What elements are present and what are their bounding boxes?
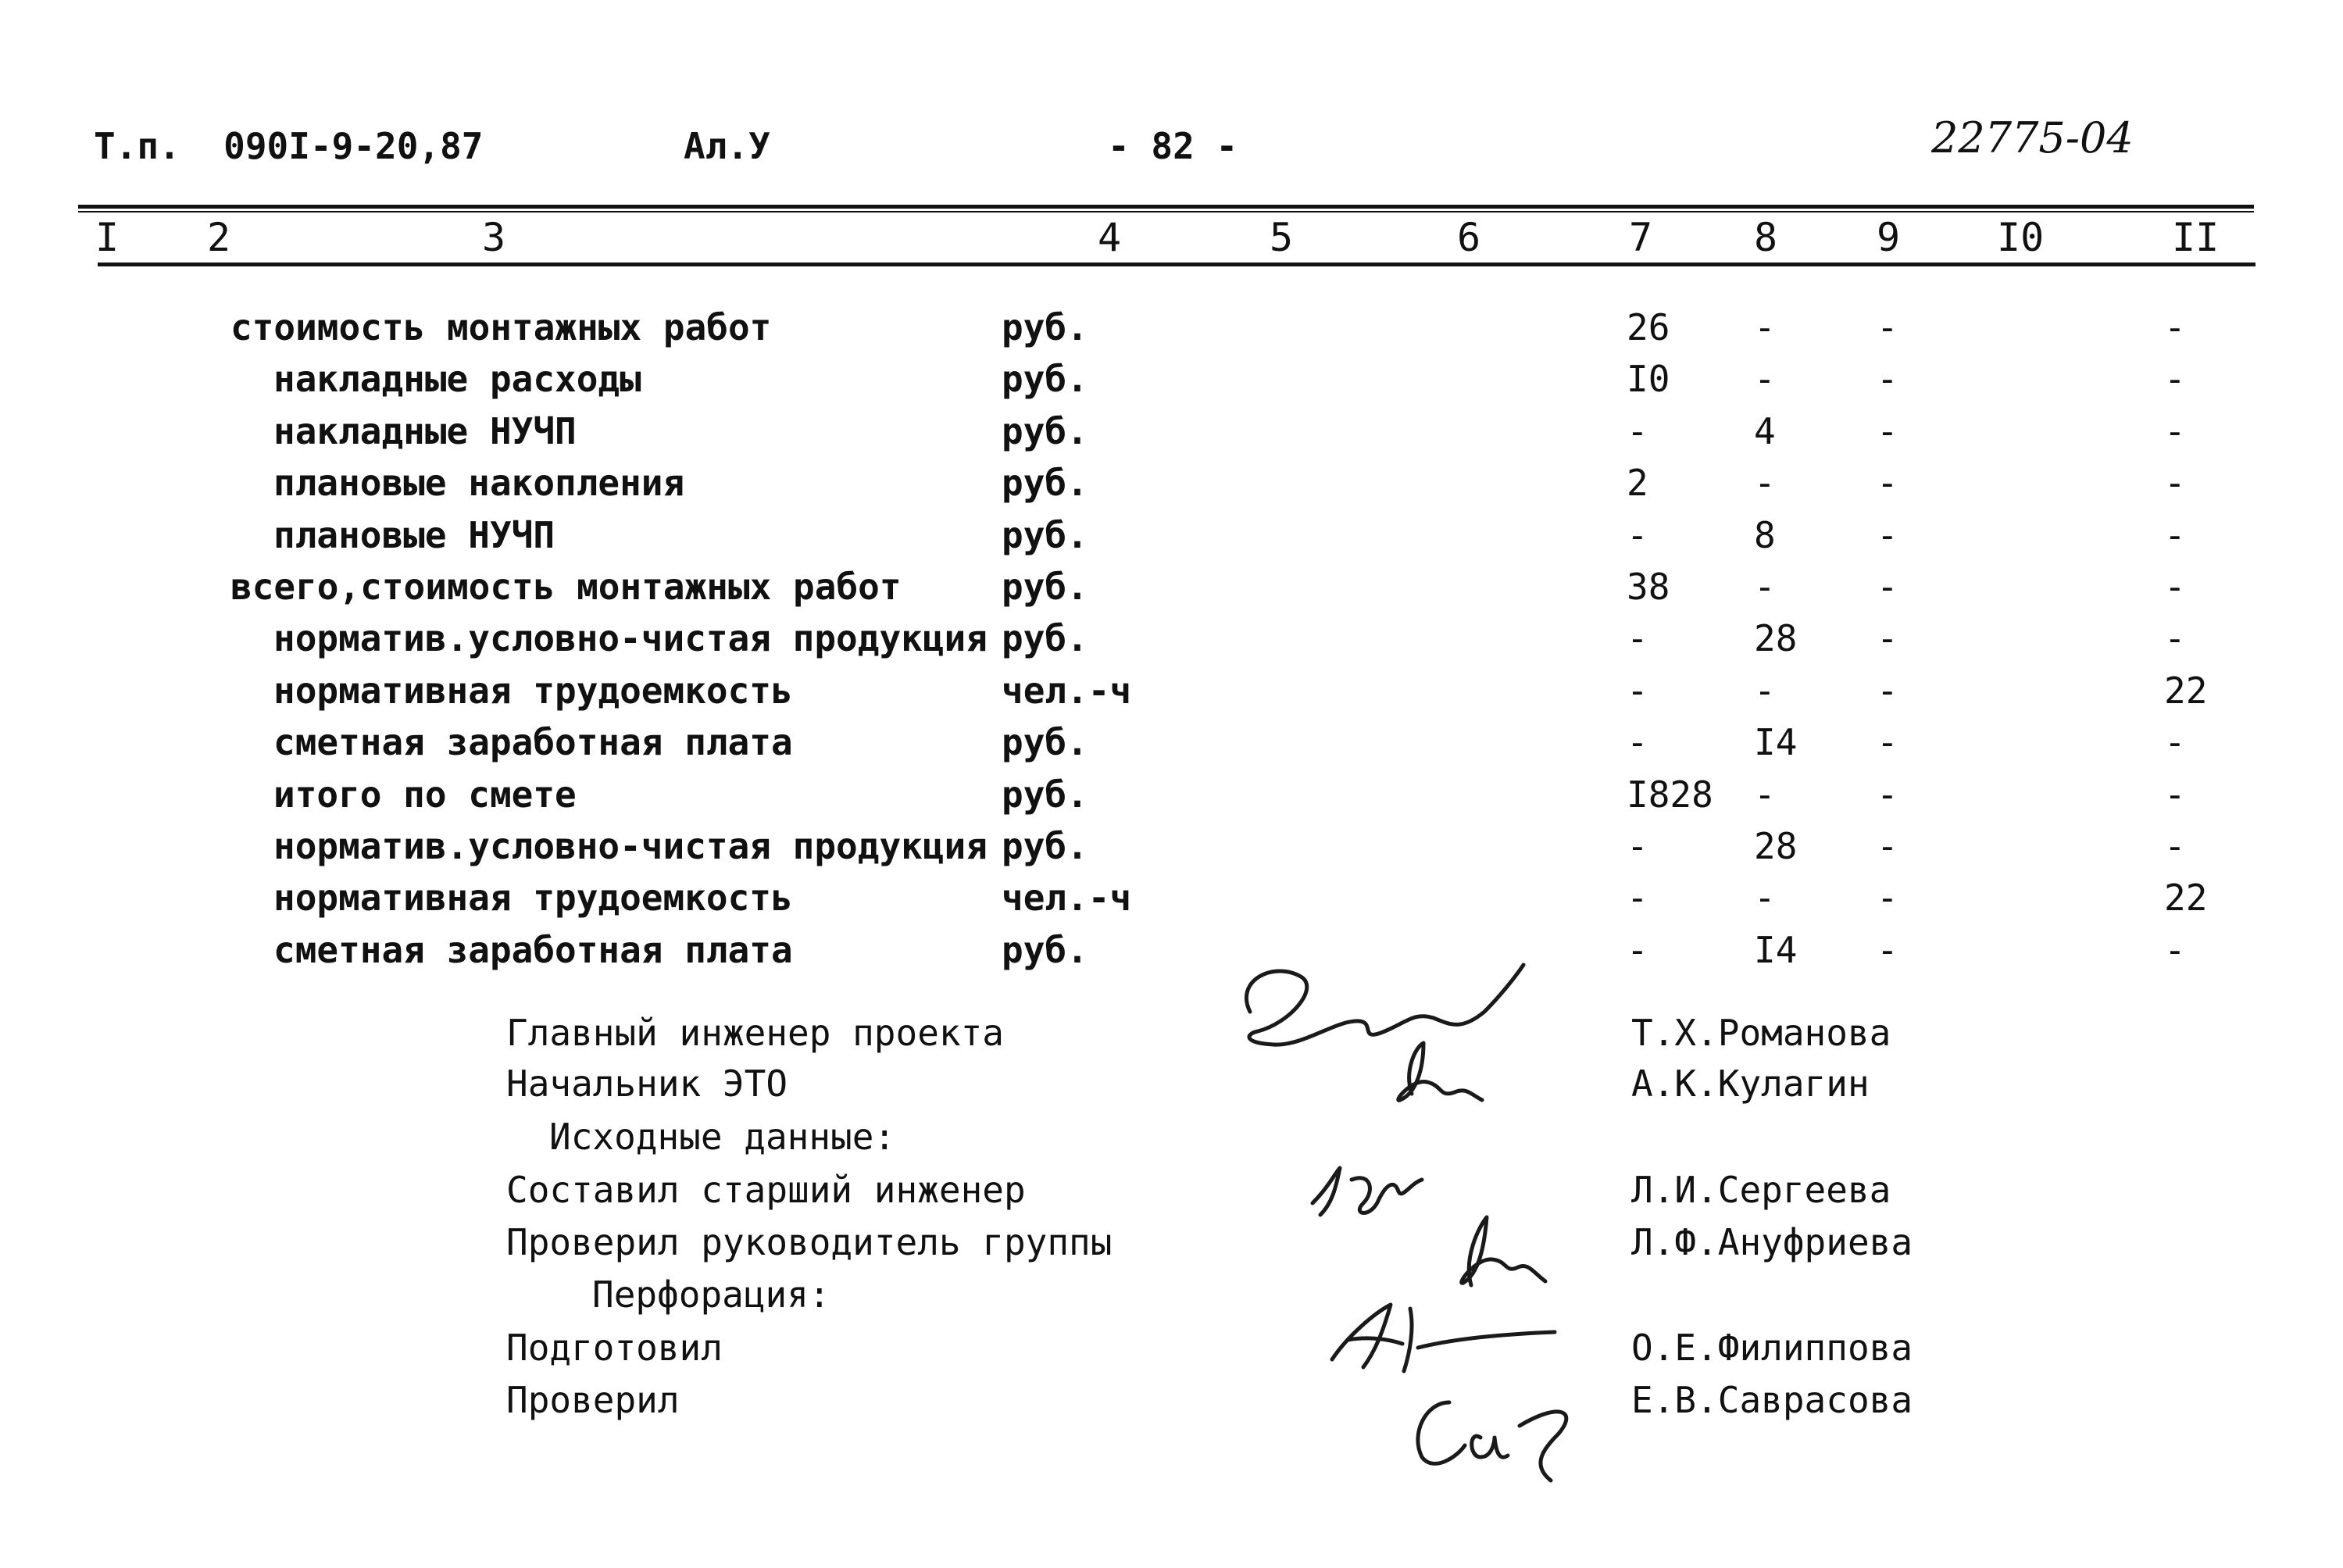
- table-row: [0, 462, 2343, 513]
- col-8-value: -: [1754, 358, 1776, 401]
- col-7-value: 2: [1627, 462, 1648, 505]
- table-row: [0, 566, 2343, 617]
- col-7-value: -: [1627, 513, 1648, 556]
- column-number: 3: [482, 215, 506, 260]
- col-8-value: 28: [1754, 617, 1798, 660]
- col-9-value: -: [1877, 773, 1898, 816]
- row-name: нормативная трудоемкость: [273, 877, 793, 920]
- column-number: 6: [1457, 215, 1481, 260]
- column-number: I0: [1997, 215, 2045, 260]
- row-unit: руб.: [1002, 409, 1088, 452]
- signature-role: Проверил руководитель группы: [506, 1221, 1113, 1263]
- table-row: [0, 929, 2343, 980]
- row-unit: руб.: [1002, 928, 1088, 971]
- col-8-value: -: [1754, 566, 1776, 608]
- signature-role: Главный инженер проекта: [506, 1012, 1004, 1054]
- column-number: 8: [1754, 215, 1778, 260]
- col-11-value: -: [2164, 825, 2186, 867]
- signature-row: [0, 1116, 2343, 1167]
- column-number: I: [95, 215, 120, 260]
- col-9-value: -: [1877, 877, 1898, 920]
- signature-row: [0, 1221, 2343, 1273]
- col-9-value: -: [1877, 409, 1898, 452]
- signatory-name: А.К.Кулагин: [1631, 1063, 1870, 1105]
- signatory-name: Л.Ф.Ануфриева: [1631, 1221, 1913, 1263]
- table-row: [0, 773, 2343, 825]
- row-unit: руб.: [1002, 358, 1088, 401]
- col-9-value: -: [1877, 513, 1898, 556]
- table-row: [0, 877, 2343, 928]
- col-8-value: -: [1754, 877, 1776, 920]
- signature-filippova: [1316, 1297, 1566, 1383]
- column-number: 9: [1877, 215, 1901, 260]
- signature-role: Перфорация:: [592, 1273, 830, 1316]
- signatory-name: Т.Х.Романова: [1631, 1012, 1891, 1054]
- col-11-value: -: [2164, 617, 2186, 660]
- signature-row: [0, 1169, 2343, 1220]
- col-11-value: -: [2164, 773, 2186, 816]
- column-number: II: [2172, 215, 2220, 260]
- row-unit: руб.: [1002, 721, 1088, 764]
- table-row: [0, 617, 2343, 669]
- col-8-value: 4: [1754, 409, 1776, 452]
- signature-kulagin: [1369, 1039, 1486, 1117]
- column-number-underline: [98, 263, 2255, 266]
- row-name: сметная заработная плата: [273, 721, 793, 764]
- table-row: [0, 306, 2343, 358]
- row-name: плановые накопления: [273, 462, 685, 505]
- page-number: - 82 -: [1108, 125, 1238, 167]
- col-8-value: -: [1754, 306, 1776, 348]
- signatory-name: Е.В.Саврасова: [1631, 1379, 1913, 1421]
- document-reference: Т.п. 090I-9-20,87: [94, 125, 484, 167]
- album-label: Ал.У: [684, 125, 770, 167]
- col-7-value: -: [1627, 877, 1648, 920]
- col-8-value: -: [1754, 773, 1776, 816]
- signature-row: [0, 1379, 2343, 1430]
- col-8-value: I4: [1754, 928, 1798, 971]
- signature-role: Исходные данные:: [549, 1116, 896, 1158]
- col-7-value: 38: [1627, 566, 1670, 608]
- col-8-value: -: [1754, 669, 1776, 712]
- col-9-value: -: [1877, 462, 1898, 505]
- col-8-value: 8: [1754, 513, 1776, 556]
- row-name: итого по смете: [273, 773, 577, 816]
- row-unit: руб.: [1002, 825, 1088, 867]
- col-11-value: -: [2164, 358, 2186, 401]
- signature-row: [0, 1063, 2343, 1114]
- col-7-value: I0: [1627, 358, 1670, 401]
- col-11-value: 22: [2164, 669, 2208, 712]
- col-9-value: -: [1877, 928, 1898, 971]
- table-row: [0, 721, 2343, 773]
- col-9-value: -: [1877, 306, 1898, 348]
- signature-role: Начальник ЭТО: [506, 1063, 788, 1105]
- signature-row: [0, 1327, 2343, 1378]
- signature-role: Составил старший инженер: [506, 1169, 1026, 1211]
- col-11-value: -: [2164, 721, 2186, 764]
- col-9-value: -: [1877, 669, 1898, 712]
- col-9-value: -: [1877, 825, 1898, 867]
- col-7-value: -: [1627, 409, 1648, 452]
- col-8-value: I4: [1754, 721, 1798, 764]
- top-rule-thin: [78, 211, 2254, 213]
- row-name: норматив.условно-чистая продукция: [273, 617, 988, 660]
- table-row: [0, 410, 2343, 462]
- signature-role: Проверил: [506, 1379, 680, 1421]
- signature-sergeeva: [1305, 1156, 1438, 1234]
- row-unit: чел.-ч: [1002, 877, 1132, 920]
- col-11-value: -: [2164, 409, 2186, 452]
- col-11-value: 22: [2164, 877, 2208, 920]
- row-unit: руб.: [1002, 513, 1088, 556]
- row-unit: руб.: [1002, 617, 1088, 660]
- signature-anufrieva: [1436, 1211, 1553, 1297]
- col-11-value: -: [2164, 566, 2186, 608]
- row-unit: руб.: [1002, 566, 1088, 608]
- col-11-value: -: [2164, 462, 2186, 505]
- col-7-value: -: [1627, 928, 1648, 971]
- col-7-value: -: [1627, 617, 1648, 660]
- col-9-value: -: [1877, 358, 1898, 401]
- column-number: 4: [1098, 215, 1122, 260]
- row-name: всего,стоимость монтажных работ: [230, 566, 902, 608]
- table-row: [0, 514, 2343, 566]
- signatory-name: О.Е.Филиппова: [1631, 1327, 1913, 1369]
- col-7-value: -: [1627, 669, 1648, 712]
- col-8-value: 28: [1754, 825, 1798, 867]
- col-11-value: -: [2164, 306, 2186, 348]
- row-name: сметная заработная плата: [273, 928, 793, 971]
- table-row: [0, 825, 2343, 877]
- column-number: 2: [207, 215, 231, 260]
- table-row: [0, 358, 2343, 409]
- row-unit: руб.: [1002, 462, 1088, 505]
- column-number: 5: [1270, 215, 1294, 260]
- signature-role: Подготовил: [506, 1327, 723, 1369]
- row-unit: чел.-ч: [1002, 669, 1132, 712]
- col-11-value: -: [2164, 513, 2186, 556]
- row-name: стоимость монтажных работ: [230, 306, 772, 348]
- signature-savrasova: [1402, 1371, 1590, 1488]
- col-9-value: -: [1877, 566, 1898, 608]
- row-name: плановые НУЧП: [273, 513, 555, 556]
- col-7-value: -: [1627, 825, 1648, 867]
- column-number: 7: [1629, 215, 1653, 260]
- col-7-value: I828: [1627, 773, 1713, 816]
- col-9-value: -: [1877, 721, 1898, 764]
- row-name: накладные НУЧП: [273, 409, 577, 452]
- row-name: накладные расходы: [273, 358, 641, 401]
- row-unit: руб.: [1002, 306, 1088, 348]
- col-11-value: -: [2164, 928, 2186, 971]
- signature-row: [0, 1012, 2343, 1063]
- archive-number: 22775-04: [1931, 113, 2134, 163]
- signature-row: [0, 1273, 2343, 1325]
- top-rule: [78, 205, 2254, 209]
- row-unit: руб.: [1002, 773, 1088, 816]
- col-9-value: -: [1877, 617, 1898, 660]
- col-8-value: -: [1754, 462, 1776, 505]
- signatory-name: Л.И.Сергеева: [1631, 1169, 1891, 1211]
- col-7-value: -: [1627, 721, 1648, 764]
- row-name: нормативная трудоемкость: [273, 669, 793, 712]
- col-7-value: 26: [1627, 306, 1670, 348]
- table-row: [0, 670, 2343, 721]
- row-name: норматив.условно-чистая продукция: [273, 825, 988, 867]
